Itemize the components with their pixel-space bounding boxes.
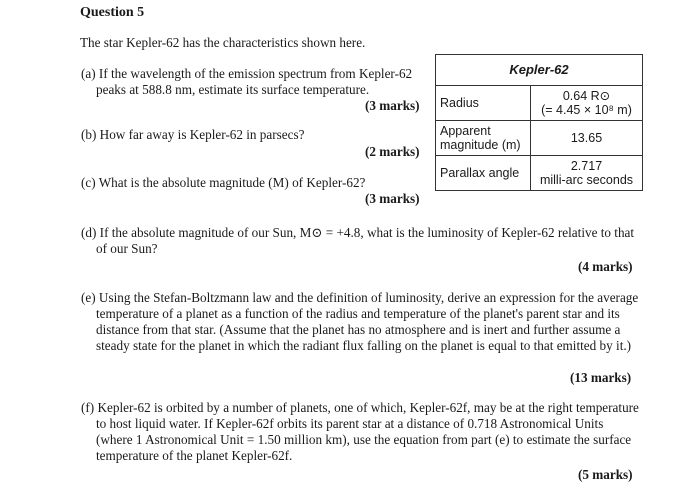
- question-b: [81, 127, 431, 143]
- table-row-label: Radius: [436, 86, 531, 121]
- question-e-text: (e) Using the Stefan-Boltzmann law and the definition of luminosity, derive an expression for the average temperature of a planet as a function of the radius and temperature of the planet's parent star and its distance from that star. (Assume that the planet has no atmosphere and is inert and further assume a steady state for the planet in which the radiant flux falling on the planet is equal to that emitted by it.): [81, 290, 639, 353]
- question-b-marks: (2 marks): [365, 144, 420, 159]
- table-row-label: Apparent magnitude (m): [436, 121, 531, 156]
- question-a-text: (a) If the wavelength of the emission spectrum from Kepler-62 peaks at 588.8 nm, estimate its surface temperature.: [81, 66, 413, 97]
- question-c-marks: (3 marks): [365, 191, 420, 206]
- question-d-marks: (4 marks): [578, 259, 633, 274]
- question-f-marks: (5 marks): [578, 467, 633, 482]
- question-c-text: (c) What is the absolute magnitude (M) of Kepler-62?: [81, 175, 366, 190]
- table-row-label: Parallax angle: [436, 156, 531, 191]
- question-a: [81, 66, 431, 98]
- table-row: [436, 121, 643, 156]
- table-row: [436, 86, 643, 121]
- value-line-2: milli-arc seconds: [539, 173, 634, 187]
- intro-text: The star Kepler-62 has the characteristics shown here.: [80, 35, 366, 50]
- table-title: Kepler-62: [436, 55, 643, 86]
- question-e: [81, 290, 641, 354]
- question-a-marks: (3 marks): [365, 98, 420, 113]
- question-heading: Question 5: [80, 5, 145, 20]
- question-b-text: (b) How far away is Kepler-62 in parsecs?: [81, 127, 305, 142]
- question-e-marks: (13 marks): [570, 370, 632, 385]
- value-line-2: (= 4.45 × 10⁸ m): [541, 103, 632, 117]
- table-row-value: [531, 86, 643, 121]
- table-row: [436, 156, 643, 191]
- table-row-value: [531, 156, 643, 191]
- value-line-1: 13.65: [570, 131, 603, 145]
- value-line-1: 2.717: [570, 159, 603, 173]
- question-c: [81, 175, 431, 191]
- question-f: [81, 400, 641, 464]
- value-line-1: 0.64 R⊙: [562, 89, 611, 103]
- question-d: [81, 225, 641, 257]
- table-row-value: [531, 121, 643, 156]
- star-characteristics-table: [435, 54, 643, 191]
- question-f-text: (f) Kepler-62 is orbited by a number of planets, one of which, Kepler-62f, may be at the right temperature to host liquid water. If Kepler-62f orbits its parent star at a distance of 0.718 Astronomical Units (where 1 Astronomical Unit = 1.50 million km), use the equation from part (e) to estimate the surface temperature of the planet Kepler-62f.: [81, 400, 639, 463]
- question-d-text: (d) If the absolute magnitude of our Sun, M⊙ = +4.8, what is the luminosity of Kepler-62 relative to that of our Sun?: [81, 225, 635, 256]
